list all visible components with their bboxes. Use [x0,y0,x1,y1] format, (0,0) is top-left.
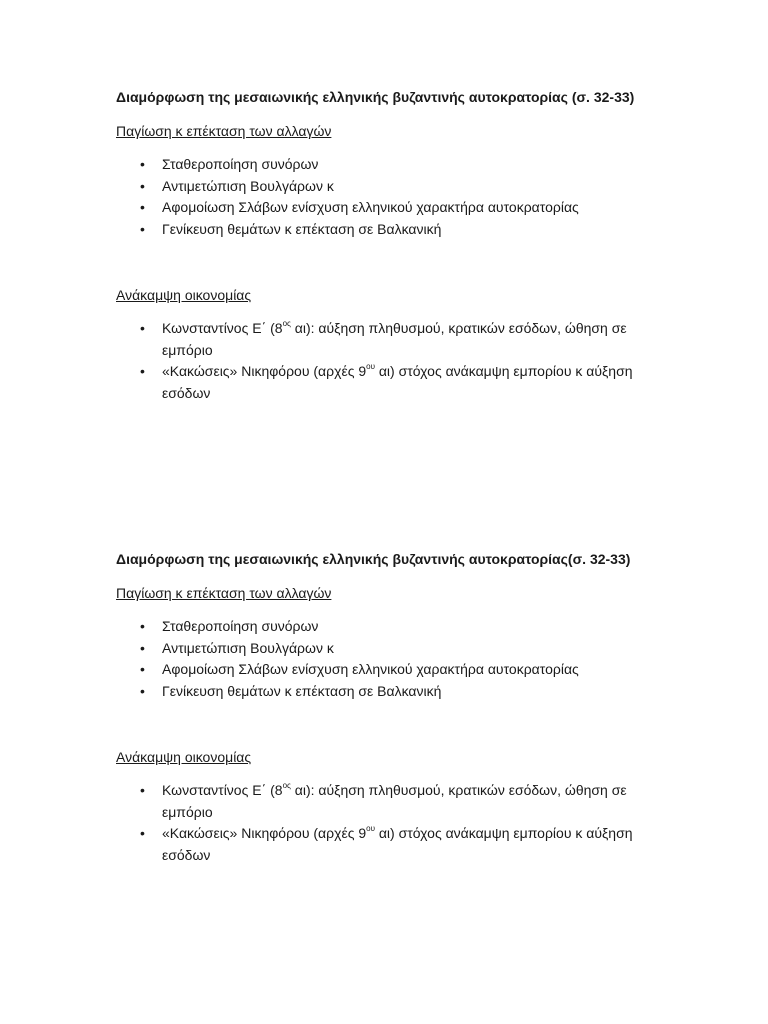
bullet-list-economy [116,318,676,404]
heading-consolidation: Παγίωση κ επέκταση των αλλαγών [116,585,332,601]
notes-section-1 [116,88,676,404]
ordinal-superscript: ου [366,824,375,834]
bullet-icon: • [140,782,145,798]
list-item: • Κωνσταντίνος Ε΄ ($8^{o\varsigma}$ αι): αύξηση πληθυσμού, κρατικών εσόδων, ώθηση σε εμπόριο [140,319,627,358]
list-item: • Σταθεροποίηση συνόρων [116,154,642,176]
list-item: • Γενίκευση θεμάτων κ επέκταση σε Βαλκανική [116,681,642,703]
list-item: • Αντιμετώπιση Βουλγάρων κ [116,176,642,198]
ordinal-superscript: ος [282,781,291,791]
list-item: • Γενίκευση θεμάτων κ επέκταση σε Βαλκανική [116,219,642,241]
heading-consolidation: Παγίωση κ επέκταση των αλλαγών [116,123,332,139]
bullet-icon: • [140,199,145,215]
bullet-icon: • [140,618,145,634]
section-title: Διαμόρφωση της μεσαιωνικής ελληνικής βυζαντινής αυτοκρατορίας (σ. 32-33) [116,89,635,105]
heading-economy: Ανάκαμψη οικονομίας [116,287,252,303]
bullet-icon: • [140,682,145,699]
list-item: • Αντιμετώπιση Βουλγάρων κ [116,638,642,660]
notes-section-2 [116,550,676,866]
ordinal-superscript: ος [282,319,291,329]
bullet-icon: • [140,177,145,194]
bullet-icon: • [140,320,145,336]
ordinal-superscript: ου [366,362,375,372]
bullet-icon: • [140,363,145,379]
list-item: • Κωνσταντίνος Ε΄ ($8^{o\varsigma}$ αι): αύξηση πληθυσμού, κρατικών εσόδων, ώθηση σε εμπόριο [140,781,627,820]
bullet-list-consolidation [116,616,676,702]
bullet-icon: • [140,639,145,656]
heading-economy: Ανάκαμψη οικονομίας [116,749,252,765]
bullet-icon: • [140,220,145,237]
list-item: • «Κακώσεις» Νικηφόρου (αρχές $9^{o\upsilon}$ αι) στόχος ανάκαμψη εμπορίου κ αύξηση εσόδων [140,362,633,401]
bullet-icon: • [140,825,145,841]
list-item: • «Κακώσεις» Νικηφόρου (αρχές $9^{o\upsilon}$ αι) στόχος ανάκαμψη εμπορίου κ αύξηση εσόδων [140,824,633,863]
section-title: Διαμόρφωση της μεσαιωνικής ελληνικής βυζαντινής αυτοκρατορίας(σ. 32-33) [116,551,631,567]
list-item: • Αφομοίωση Σλάβων ενίσχυση ελληνικού χαρακτήρα αυτοκρατορίας [116,659,642,681]
bullet-list-economy [116,780,676,866]
bullet-icon: • [140,156,145,172]
list-item: • Σταθεροποίηση συνόρων [116,616,642,638]
bullet-icon: • [140,661,145,677]
bullet-list-consolidation [116,154,676,240]
list-item: • Αφομοίωση Σλάβων ενίσχυση ελληνικού χαρακτήρα αυτοκρατορίας [116,197,642,219]
